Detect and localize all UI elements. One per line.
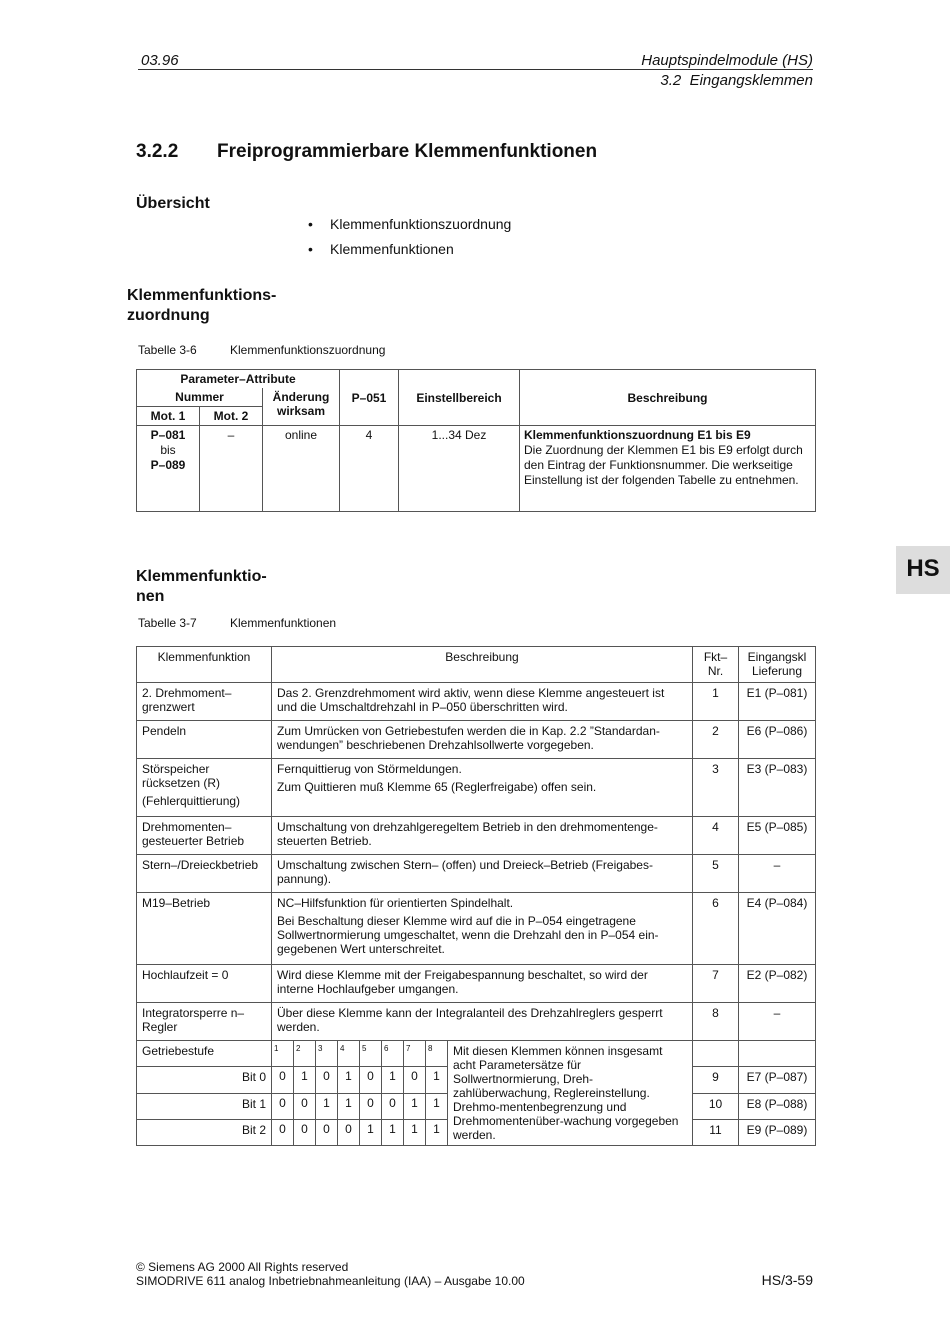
bit-column-header: 3 (316, 1041, 338, 1067)
cell-fkt-nr: 7 (693, 965, 739, 1003)
cell-function: Stern–/Dreieckbetrieb (137, 855, 272, 893)
header-section-title: Eingangsklemmen (689, 72, 813, 89)
bit-value: 0 (338, 1119, 360, 1145)
cell-description: Zum Umrücken von Getriebestufen werden die in Kap. 2.2 ”Standardan-wendungen” beschriebenen Drehzahlsollwerte vorgegeben. (272, 721, 693, 759)
table1-heading (127, 286, 276, 326)
bit-column-header: 1 (272, 1041, 294, 1067)
bit-column-header: 4 (338, 1041, 360, 1067)
cell-function: Hochlaufzeit = 0 (137, 965, 272, 1003)
cell-terminal-empty (739, 1041, 816, 1067)
header-section-number: 3.2 (660, 72, 682, 89)
caption-text: Klemmenfunktionen (230, 616, 337, 630)
terminal-functions-table (136, 646, 816, 1146)
cell-function: Integratorsperre n–Regler (137, 1003, 272, 1041)
cell-fkt-nr: 9 (693, 1067, 739, 1093)
param-start: P–081 (150, 428, 186, 442)
cell-fkt-nr: 1 (693, 683, 739, 721)
desc-title: Klemmenfunktionszuordnung E1 bis E9 (524, 428, 751, 442)
cell-bit-label: Bit 0 (137, 1067, 272, 1093)
bit-value: 1 (404, 1119, 426, 1145)
bit-value: 0 (316, 1119, 338, 1145)
th-mot1: Mot. 1 (137, 407, 200, 426)
gear-header-row (137, 1041, 816, 1067)
function-line: Störspeicher rücksetzen (R) (142, 762, 221, 790)
bit-column-header: 7 (404, 1041, 426, 1067)
cell-description: Über diese Klemme kann der Integralanteil des Drehzahlreglers gesperrt werden. (272, 1003, 693, 1041)
cell-function: M19–Betrieb (137, 893, 272, 965)
bit-value: 0 (360, 1067, 382, 1093)
th-nummer: Nummer (137, 388, 263, 407)
desc-para: Fernquittierug von Störmeldungen. (277, 762, 462, 776)
table-row (137, 721, 816, 759)
table1-heading-line1: Klemmenfunktions- (127, 287, 277, 304)
cell-fkt-nr: 6 (693, 893, 739, 965)
cell-terminal: E7 (P–087) (739, 1067, 816, 1093)
cell-bit-label: Bit 2 (137, 1119, 272, 1145)
cell-description: Umschaltung von drehzahlgeregeltem Betrieb in den drehmomentenge-steuerten Betrieb. (272, 817, 693, 855)
bit-value: 1 (316, 1093, 338, 1119)
th-mot2: Mot. 2 (200, 407, 263, 426)
table-row (137, 817, 816, 855)
cell-terminal: E1 (P–081) (739, 683, 816, 721)
header-section (660, 72, 813, 89)
table-row (137, 759, 816, 817)
bullet-item: • Klemmenfunktionszuordnung (308, 216, 512, 232)
cell-terminal: E5 (P–085) (739, 817, 816, 855)
cell-description: Das 2. Grenzdrehmoment wird aktiv, wenn diese Klemme angesteuert ist und die Umschaltdrehzahl in P–050 überschritten wird. (272, 683, 693, 721)
bit-value: 0 (382, 1093, 404, 1119)
cell-terminal: E9 (P–089) (739, 1119, 816, 1145)
th-fkt-nr: Fkt– Nr. (693, 647, 739, 683)
cell-fkt-nr: 8 (693, 1003, 739, 1041)
cell-function: Pendeln (137, 721, 272, 759)
bit-value: 1 (404, 1093, 426, 1119)
cell-fkt-nr: 3 (693, 759, 739, 817)
side-tab-hs: HS (896, 546, 950, 594)
bit-value: 1 (426, 1119, 448, 1145)
cell-function (137, 759, 272, 817)
section-number: 3.2.2 (136, 141, 179, 162)
cell-einstellbereich: 1...34 Dez (399, 426, 520, 512)
bit-value: 0 (272, 1119, 294, 1145)
th-p051: P–051 (340, 370, 399, 426)
overview-heading: Übersicht (136, 195, 210, 212)
table-row (137, 1003, 816, 1041)
footer-page-number: HS/3-59 (761, 1272, 813, 1288)
table-row (137, 683, 816, 721)
table-header-row (137, 647, 816, 683)
table1-heading-line2: zuordnung (127, 307, 210, 324)
cell-mot2: – (200, 426, 263, 512)
caption-number: Tabelle 3-6 (138, 343, 197, 357)
bullet-item: • Klemmenfunktionen (308, 241, 454, 257)
cell-fkt-nr: 11 (693, 1119, 739, 1145)
header-date: 03.96 (141, 52, 179, 69)
bit-value: 0 (294, 1119, 316, 1145)
bit-value: 0 (294, 1093, 316, 1119)
cell-terminal: – (739, 855, 816, 893)
bit-column-header: 8 (426, 1041, 448, 1067)
bit-value: 0 (360, 1093, 382, 1119)
table-row (137, 893, 816, 965)
cell-description (272, 893, 693, 965)
cell-description: Umschaltung zwischen Stern– (offen) und Dreieck–Betrieb (Freigabes-pannung). (272, 855, 693, 893)
bit-value: 0 (316, 1067, 338, 1093)
bit-value: 1 (426, 1067, 448, 1093)
section-title-text: Freiprogrammierbare Klemmenfunktionen (217, 141, 598, 162)
bit-value: 0 (404, 1067, 426, 1093)
bit-column-header: 6 (382, 1041, 404, 1067)
cell-gear-label: Getriebestufe (137, 1041, 272, 1067)
bit-value: 1 (294, 1067, 316, 1093)
caption-number: Tabelle 3-7 (138, 616, 197, 630)
table2-caption (138, 616, 336, 630)
bit-value: 0 (272, 1093, 294, 1119)
cell-bit-label: Bit 1 (137, 1093, 272, 1119)
table2-heading (136, 567, 267, 607)
cell-function: Drehmomenten– gesteuerter Betrieb (137, 817, 272, 855)
param-range-word: bis (160, 443, 176, 457)
cell-fkt-nr: 10 (693, 1093, 739, 1119)
th-parameter-attribute: Parameter–Attribute (137, 370, 340, 389)
cell-aenderung: online (263, 426, 340, 512)
table1-caption (138, 343, 385, 357)
cell-beschreibung (520, 426, 816, 512)
cell-fkt-nr: 5 (693, 855, 739, 893)
cell-description (272, 759, 693, 817)
th-aenderung: Änderung wirksam (263, 388, 340, 426)
param-end: P–089 (150, 458, 186, 472)
cell-terminal: E2 (P–082) (739, 965, 816, 1003)
th-beschreibung: Beschreibung (272, 647, 693, 683)
th-beschreibung: Beschreibung (520, 370, 816, 426)
bullet-text: Klemmenfunktionen (330, 241, 454, 257)
bit-value: 1 (360, 1119, 382, 1145)
cell-fkt-nr: 2 (693, 721, 739, 759)
bit-value: 1 (426, 1093, 448, 1119)
footer-copyright: © Siemens AG 2000 All Rights reserved (136, 1260, 349, 1274)
section-title (136, 141, 597, 163)
function-note: (Fehlerquittierung) (142, 794, 241, 808)
terminal-assignment-table (136, 369, 816, 512)
cell-description: Wird diese Klemme mit der Freigabespannung beschaltet, so wird der interne Hochlaufgeber umgangen. (272, 965, 693, 1003)
bullet-text: Klemmenfunktionszuordnung (330, 216, 512, 232)
header-chapter: Hauptspindelmodule (HS) (641, 52, 813, 69)
table-row (137, 426, 816, 512)
th-klemmenfunktion: Klemmenfunktion (137, 647, 272, 683)
table-row (137, 965, 816, 1003)
table2-heading-line1: Klemmenfunktio- (136, 568, 267, 585)
bit-column-header: 2 (294, 1041, 316, 1067)
bit-column-header: 5 (360, 1041, 382, 1067)
desc-para: NC–Hilfsfunktion für orientierten Spindelhalt. (277, 896, 514, 910)
table-row (137, 855, 816, 893)
header-rule (138, 69, 813, 70)
cell-gear-description: Mit diesen Klemmen können insgesamt acht Parametersätze für Sollwertnormierung, Dreh-zahlüberwachung, Reglereinstellung. Drehmo-mentenbegrenzung und Drehmomentenüber-wachung vorgegeben werden. (448, 1041, 693, 1146)
cell-terminal: E6 (P–086) (739, 721, 816, 759)
bit-value: 1 (338, 1067, 360, 1093)
desc-para: Zum Quittieren muß Klemme 65 (Reglerfreigabe) offen sein. (277, 780, 597, 794)
caption-text: Klemmenfunktionszuordnung (230, 343, 386, 357)
table2-heading-line2: nen (136, 588, 165, 605)
footer-document: SIMODRIVE 611 analog Inbetriebnahmeanleitung (IAA) – Ausgabe 10.00 (136, 1274, 525, 1288)
cell-mot1 (137, 426, 200, 512)
desc-text: Die Zuordnung der Klemmen E1 bis E9 erfolgt durch den Eintrag der Funktionsnummer. Die werkseitige Einstellung ist der folgenden Tabelle zu entnehmen. (524, 443, 803, 487)
bit-value: 1 (382, 1119, 404, 1145)
th-eingangsklemme: Eingangskl Lieferung (739, 647, 816, 683)
cell-function: 2. Drehmoment– grenzwert (137, 683, 272, 721)
cell-terminal: E4 (P–084) (739, 893, 816, 965)
desc-para: Bei Beschaltung dieser Klemme wird auf die in P–054 eingetragene Sollwertnormierung umgeschaltet, wenn die Drehzahl den in P–054 ein-gegebenen Wert unterschreitet. (277, 914, 659, 956)
bit-value: 1 (338, 1093, 360, 1119)
cell-terminal: E8 (P–088) (739, 1093, 816, 1119)
cell-terminal: – (739, 1003, 816, 1041)
bit-value: 0 (272, 1067, 294, 1093)
bit-value: 1 (382, 1067, 404, 1093)
cell-fkt-nr: 4 (693, 817, 739, 855)
cell-p051: 4 (340, 426, 399, 512)
cell-terminal: E3 (P–083) (739, 759, 816, 817)
cell-fkt-nr-empty (693, 1041, 739, 1067)
th-einstellbereich: Einstellbereich (399, 370, 520, 426)
